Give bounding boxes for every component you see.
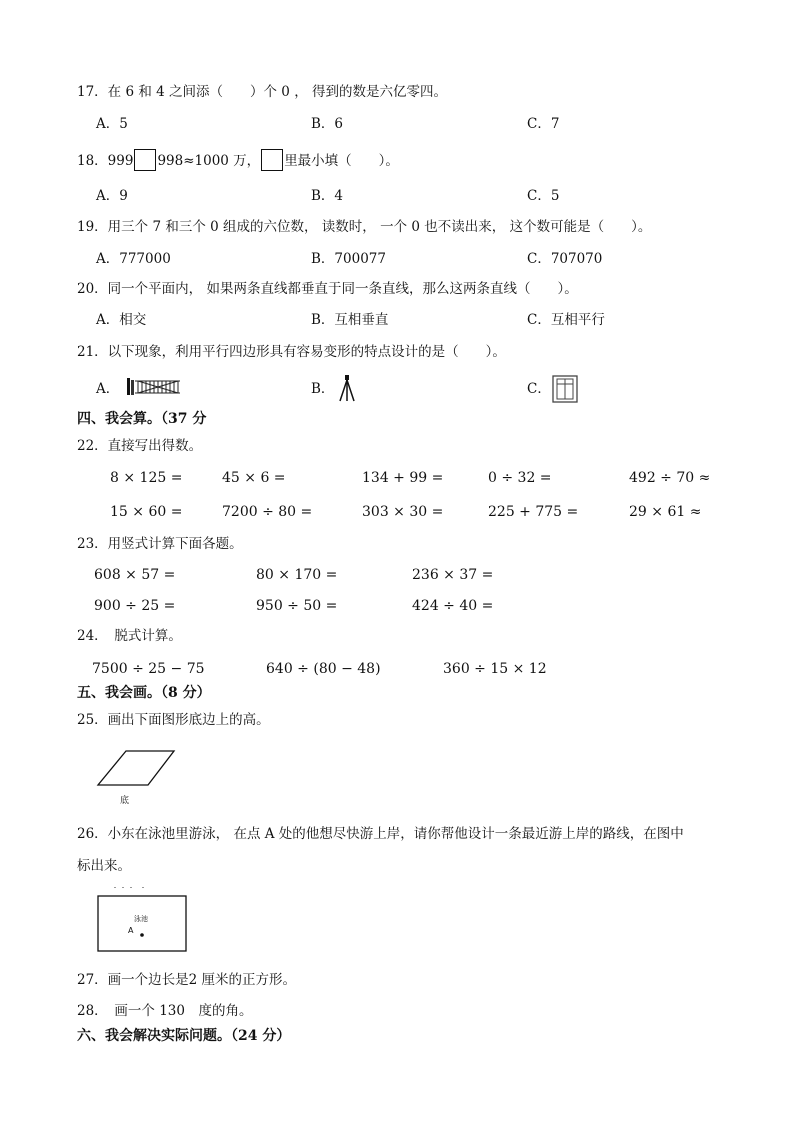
q23-item: 900 ÷ 25 =: [94, 598, 176, 614]
q23-item: 236 × 37 =: [412, 567, 494, 583]
parallelogram-figure: [96, 748, 176, 808]
q20-stem: 20．同一个平面内， 如果两条直线都垂直于同一条直线，那么这两条直线（ ）。: [77, 281, 578, 297]
q20-option-a: A．相交: [96, 312, 147, 328]
section-5-title: 五、我会画。（8 分）: [77, 685, 211, 701]
q22-item: 15 × 60 =: [110, 504, 183, 520]
point-a-label: A: [128, 926, 134, 935]
q22-item: 7200 ÷ 80 =: [222, 504, 313, 520]
q17-option-b: B．6: [311, 116, 344, 132]
q17-stem: 17．在 6 和 4 之间添（ ）个 0 ， 得到的数是六亿零四。: [77, 84, 447, 100]
q18-option-a: A．9: [96, 188, 128, 204]
q24-item: 7500 ÷ 25 − 75: [92, 661, 205, 677]
point-a: [140, 933, 144, 937]
q18-num: 18．999: [77, 153, 134, 169]
q22-stem: 22．直接写出得数。: [77, 438, 203, 454]
q17-option-c: C．7: [527, 116, 560, 132]
q28-stem: 28． 画一个 130 度的角。: [77, 1003, 253, 1019]
q19-option-a: A．777000: [96, 251, 171, 267]
q18-mid: 998≈1000 万，: [157, 153, 261, 169]
q21-option-b: B．: [311, 381, 335, 397]
q17-option-a: A．5: [96, 116, 128, 132]
section-6-title: 六、我会解决实际问题。（24 分）: [77, 1028, 291, 1044]
q22-item: 492 ÷ 70 ≈: [629, 470, 711, 486]
q18-stem: [77, 149, 399, 171]
q22-item: 225 + 775 =: [488, 504, 579, 520]
q19-option-c: C．707070: [527, 251, 603, 267]
q21-option-a: A．: [96, 381, 120, 397]
window-frame-icon: [552, 375, 578, 403]
q21-option-c: C．: [527, 381, 551, 397]
q23-stem: 23．用竖式计算下面各题。: [77, 536, 243, 552]
q23-item: 950 ÷ 50 =: [256, 598, 338, 614]
q24-stem: 24． 脱式计算。: [77, 628, 182, 644]
q22-item: 8 × 125 =: [110, 470, 183, 486]
q21-stem: 21．以下现象，利用平行四边形具有容易变形的特点设计的是（ ）。: [77, 344, 506, 360]
section-4-title: 四、我会算。（37 分: [77, 411, 207, 427]
q22-item: 303 × 30 =: [362, 504, 444, 520]
q22-item: 45 × 6 =: [222, 470, 286, 486]
q27-stem: 27．画一个边长是2 厘米的正方形。: [77, 972, 297, 988]
q23-item: 608 × 57 =: [94, 567, 176, 583]
q18-option-b: B．4: [311, 188, 344, 204]
q20-option-c: C．互相平行: [527, 312, 605, 328]
q23-item: 80 × 170 =: [256, 567, 338, 583]
pool-figure: [96, 886, 190, 956]
q18-tail: 里最小填（ ）。: [284, 153, 399, 169]
pool-label: 泳池: [134, 915, 148, 923]
q24-item: 360 ÷ 15 × 12: [443, 661, 547, 677]
q25-stem: 25．画出下面图形底边上的高。: [77, 712, 270, 728]
q22-item: 0 ÷ 32 =: [488, 470, 552, 486]
tripod-icon: [337, 374, 357, 402]
q22-item: 134 + 99 =: [362, 470, 444, 486]
retractable-gate-icon: [126, 375, 182, 397]
q19-stem: 19．用三个 7 和三个 0 组成的六位数， 读数时， 一个 0 也不读出来， 这个数可能是（ ）。: [77, 219, 652, 235]
q26-line1: 26．小东在泳池里游泳， 在点 A 处的他想尽快游上岸，请你帮他设计一条最近游上岸的路线，在图中: [77, 826, 684, 842]
q24-item: 640 ÷ (80 − 48): [266, 661, 381, 677]
base-label: 底: [120, 796, 130, 806]
q19-option-b: B．700077: [311, 251, 386, 267]
q18-option-c: C．5: [527, 188, 560, 204]
answer-box: [261, 149, 283, 171]
q20-option-b: B．互相垂直: [311, 312, 389, 328]
q22-item: 29 × 61 ≈: [629, 504, 702, 520]
answer-box: [134, 149, 156, 171]
q26-line2: 标出来。: [77, 858, 131, 874]
q23-item: 424 ÷ 40 =: [412, 598, 494, 614]
